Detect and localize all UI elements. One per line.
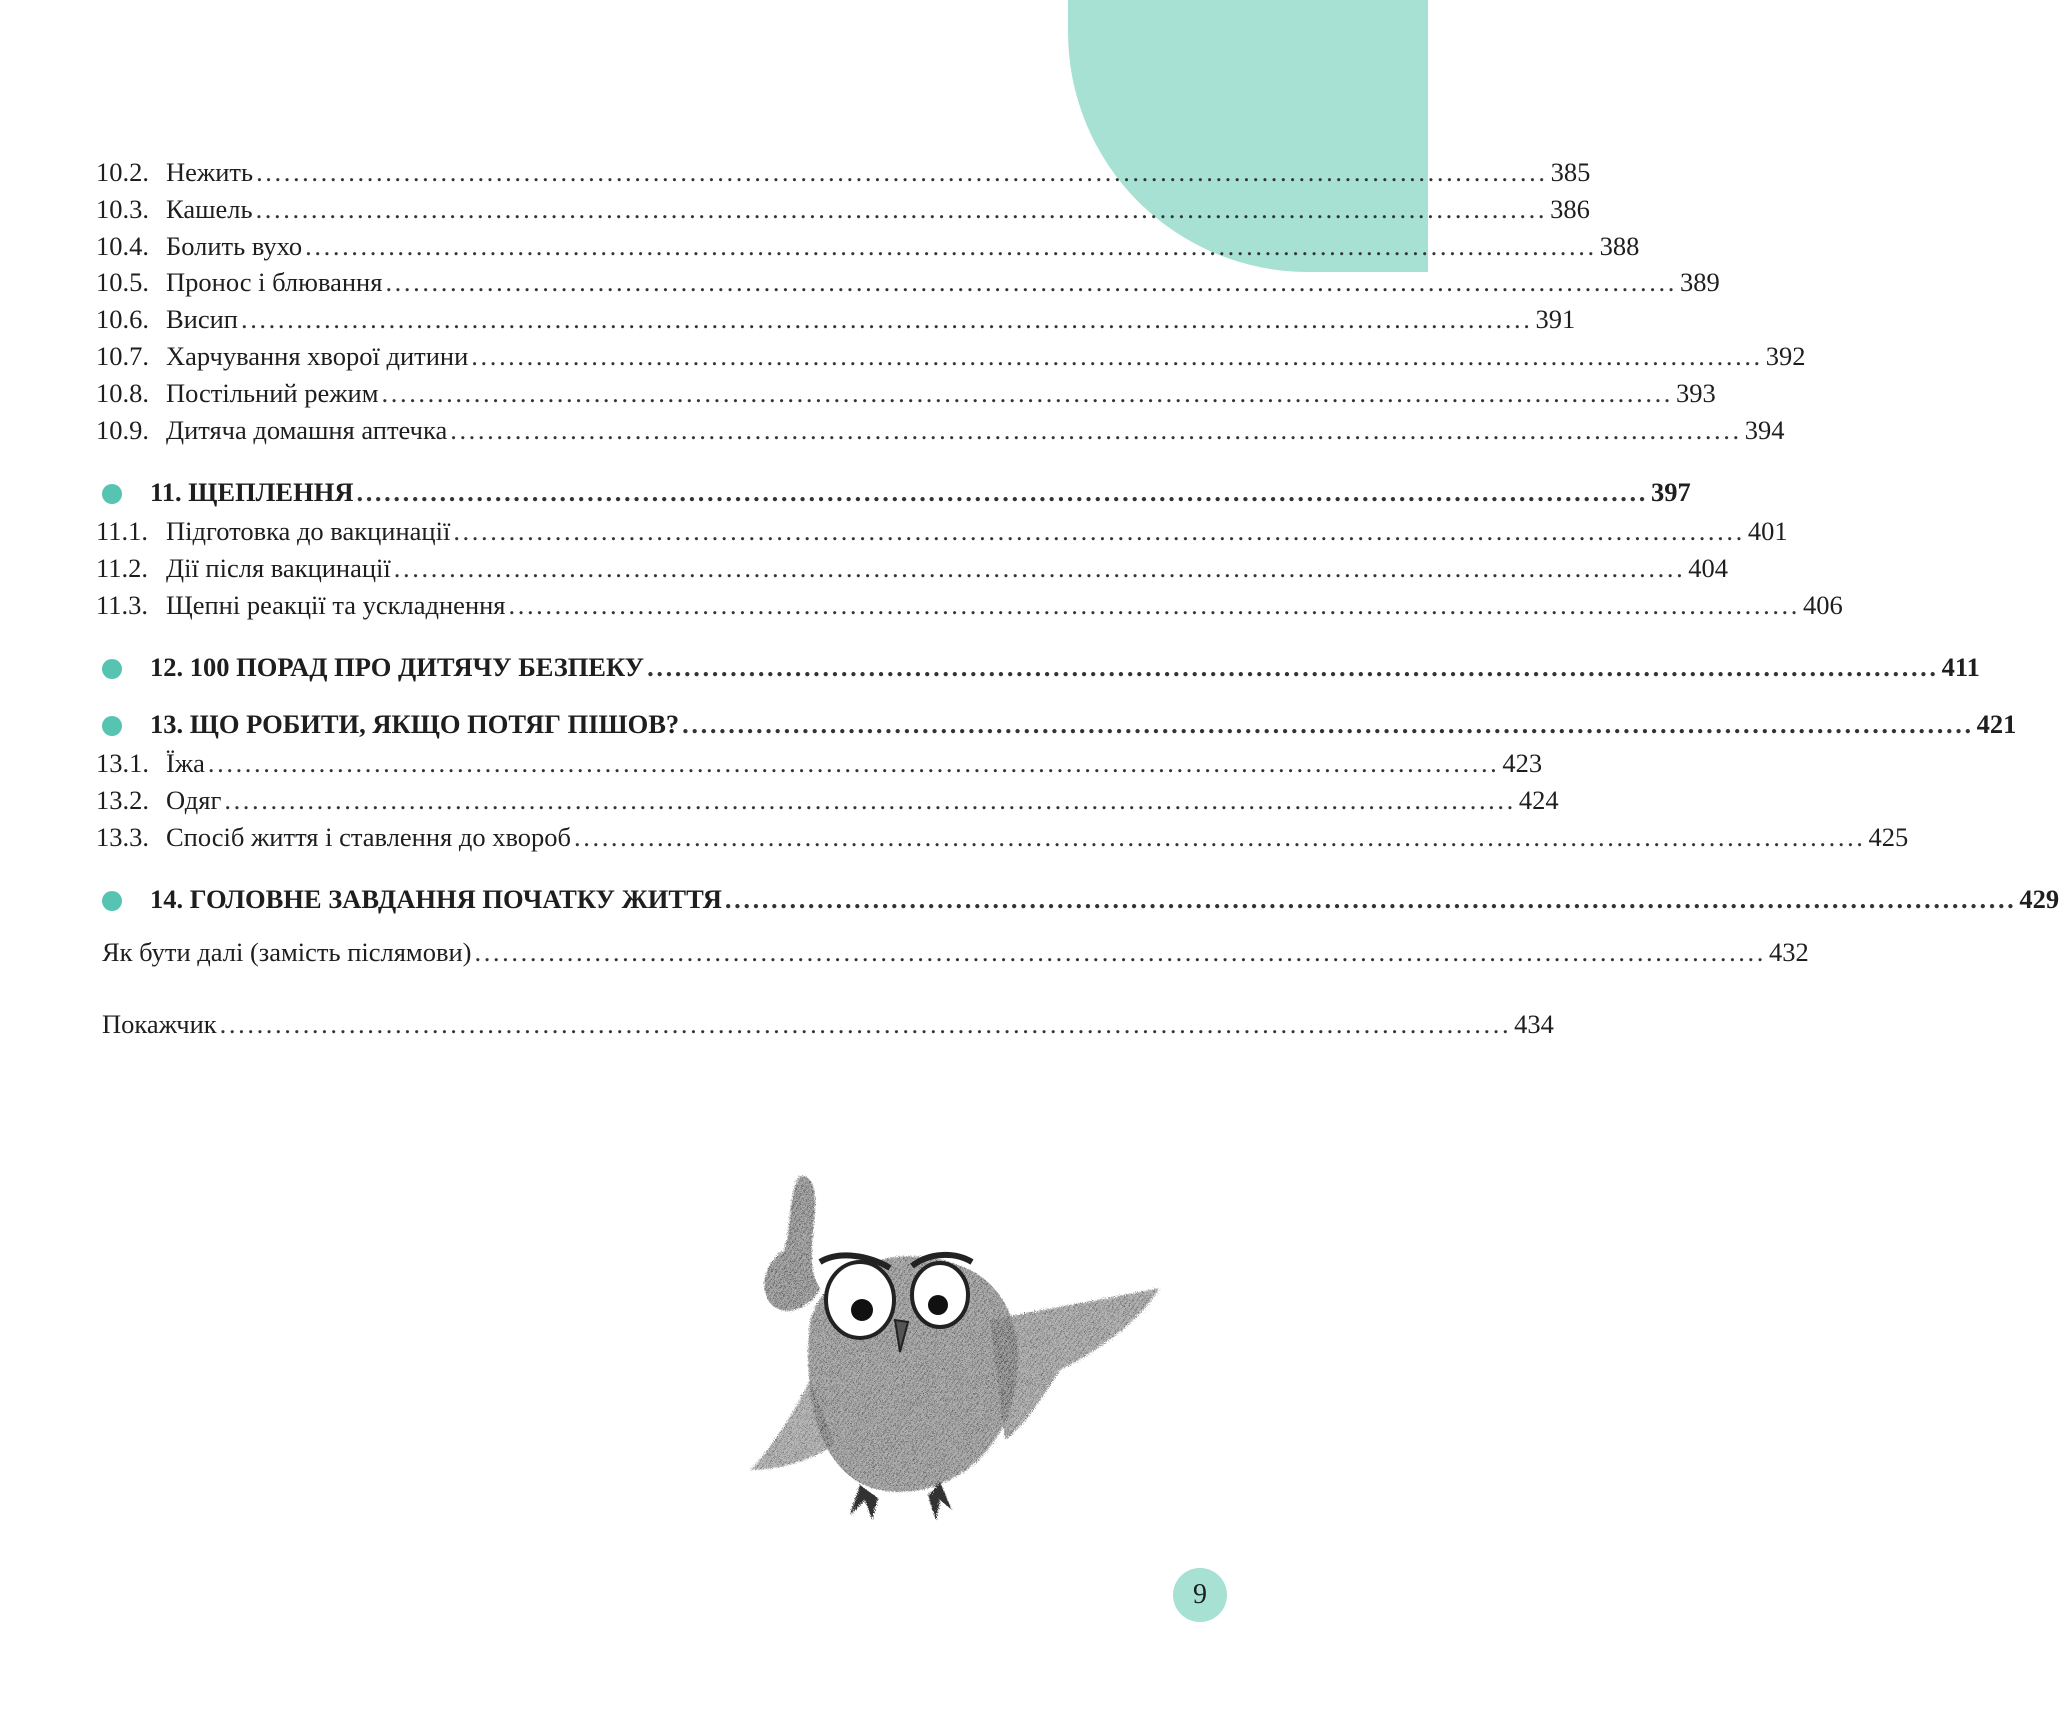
toc-page-number: 389: [1679, 267, 1720, 297]
toc-page-number: 393: [1676, 378, 1716, 408]
toc-entry-row[interactable]: [96, 548, 1729, 588]
toc-entry-row[interactable]: [96, 932, 1809, 972]
dot-leader: ............................................................................................................................................: [305, 231, 1597, 261]
dot-leader: ............................................................................................................................................: [224, 785, 1516, 815]
toc-entry-title: Підготовка до вакцинації: [166, 516, 451, 546]
chapter-bullet-icon: [102, 891, 122, 911]
dot-leader: ............................................................................................................................................: [381, 378, 1674, 408]
toc-entry-row[interactable]: [96, 336, 1806, 376]
dot-leader: ............................................................................................................................................: [356, 477, 1648, 507]
toc-entry-row[interactable]: [96, 152, 1591, 192]
dot-leader: ............................................................................................................................................: [508, 590, 1800, 620]
dot-leader: ............................................................................................................................................: [647, 652, 1939, 682]
dot-leader: ............................................................................................................................................: [450, 415, 1742, 445]
toc-entry-title: Харчування хворої дитини: [166, 341, 469, 371]
toc-page-number: 423: [1502, 748, 1543, 778]
toc-entry-row[interactable]: [96, 262, 1720, 302]
owl-sketch-icon: [740, 1170, 1200, 1550]
toc-entry-row[interactable]: [96, 511, 1788, 551]
toc-entry-title: Нежить: [166, 157, 254, 187]
dot-leader: ............................................................................................................................................: [724, 884, 2017, 914]
toc-chapter-row[interactable]: [96, 472, 1691, 512]
toc-entry-title: Висип: [166, 304, 238, 334]
toc-entry-row[interactable]: [96, 743, 1543, 783]
toc-entry-title: Щепні реакції та ускладнення: [166, 590, 506, 620]
toc-entry-number: 13.1.: [96, 748, 149, 778]
toc-page-number: 425: [1868, 822, 1909, 852]
toc-entry-title: Покажчик: [102, 1009, 217, 1039]
toc-entry-number: 11.1.: [96, 516, 149, 546]
toc-entry-title: Одяг: [166, 785, 222, 815]
dot-leader: ............................................................................................................................................: [255, 194, 1548, 224]
toc-entry-row[interactable]: [96, 1004, 1554, 1044]
toc-entry-number: 13.2.: [96, 785, 149, 815]
toc-page-number: 421: [1976, 709, 2017, 739]
chapter-bullet-icon: [102, 484, 122, 504]
chapter-bullet-icon: [102, 659, 122, 679]
dot-leader: ............................................................................................................................................: [207, 748, 1500, 778]
toc-chapter-row[interactable]: [96, 879, 2059, 919]
toc-page-number: 397: [1650, 477, 1691, 507]
toc-page-number: 404: [1688, 553, 1729, 583]
toc-page-number: 401: [1747, 516, 1788, 546]
dot-leader: ............................................................................................................................................: [219, 1009, 1512, 1039]
dot-leader: ............................................................................................................................................: [240, 304, 1533, 334]
toc-entry-number: 10.5.: [96, 267, 149, 297]
toc-entry-row[interactable]: [96, 189, 1590, 229]
dot-leader: ............................................................................................................................................: [385, 267, 1677, 297]
toc-entry-number: 10.7.: [96, 341, 149, 371]
toc-page-number: 385: [1550, 157, 1591, 187]
toc-page-number: 386: [1550, 194, 1590, 224]
toc-page-number: 391: [1535, 304, 1576, 334]
toc-entry-title: 14. ГОЛОВНЕ ЗАВДАННЯ ПОЧАТКУ ЖИТТЯ: [150, 884, 722, 914]
toc-page-number: 392: [1765, 341, 1806, 371]
dot-leader: ............................................................................................................................................: [474, 937, 1766, 967]
toc-entry-number: 10.9.: [96, 415, 149, 445]
toc-page-number: 434: [1514, 1009, 1554, 1039]
dot-leader: ............................................................................................................................................: [256, 157, 1548, 187]
toc-entry-title: Їжа: [166, 748, 205, 778]
toc-page-number: 432: [1768, 937, 1809, 967]
toc-entry-title: Постільний режим: [166, 378, 379, 408]
chapter-bullet-icon: [102, 716, 122, 736]
toc-entry-title: Як бути далі (замість післямови): [102, 937, 472, 967]
toc-entry-title: Кашель: [166, 194, 253, 224]
toc-entry-row[interactable]: [96, 780, 1559, 820]
toc-entry-row[interactable]: [96, 585, 1843, 625]
dot-leader: ............................................................................................................................................: [393, 553, 1686, 583]
dot-leader: ............................................................................................................................................: [453, 516, 1745, 546]
page-number: 9: [1173, 1568, 1227, 1622]
toc-chapter-row[interactable]: [96, 647, 1980, 687]
toc-entry-title: Пронос і блювання: [166, 267, 383, 297]
dot-leader: ............................................................................................................................................: [574, 822, 1866, 852]
toc-entry-title: Болить вухо: [166, 231, 303, 261]
toc-entry-title: 12. 100 ПОРАД ПРО ДИТЯЧУ БЕЗПЕКУ: [150, 652, 645, 682]
toc-entry-row[interactable]: [96, 373, 1716, 413]
toc-entry-row[interactable]: [96, 299, 1576, 339]
toc-entry-number: 10.2.: [96, 157, 149, 187]
toc-entry-title: Дитяча домашня аптечка: [166, 415, 448, 445]
dot-leader: ............................................................................................................................................: [471, 341, 1763, 371]
toc-entry-number: 10.8.: [96, 378, 149, 408]
toc-entry-number: 10.4.: [96, 231, 149, 261]
toc-page-number: 424: [1518, 785, 1559, 815]
toc-entry-number: 13.3.: [96, 822, 149, 852]
toc-chapter-row[interactable]: [96, 704, 2017, 744]
toc-page-number: 411: [1941, 652, 1980, 682]
toc-entry-title: Спосіб життя і ставлення до хвороб: [166, 822, 572, 852]
toc-entry-title: 13. ЩО РОБИТИ, ЯКЩО ПОТЯГ ПІШОВ?: [150, 709, 680, 739]
toc-entry-row[interactable]: [96, 410, 1785, 450]
toc-entry-number: 11.2.: [96, 553, 149, 583]
toc-page-number: 406: [1803, 590, 1843, 620]
toc-entry-number: 10.6.: [96, 304, 149, 334]
toc-entry-row[interactable]: [96, 226, 1640, 266]
toc-entry-title: 11. ЩЕПЛЕННЯ: [150, 477, 354, 507]
dot-leader: ............................................................................................................................................: [682, 709, 1974, 739]
toc-entry-row[interactable]: [96, 817, 1909, 857]
toc-entry-title: Дії після вакцинації: [166, 553, 391, 583]
toc-page-number: 429: [2019, 884, 2059, 914]
toc-entry-number: 11.3.: [96, 590, 149, 620]
toc-page-number: 394: [1744, 415, 1785, 445]
toc-page-number: 388: [1599, 231, 1640, 261]
toc-entry-number: 10.3.: [96, 194, 149, 224]
